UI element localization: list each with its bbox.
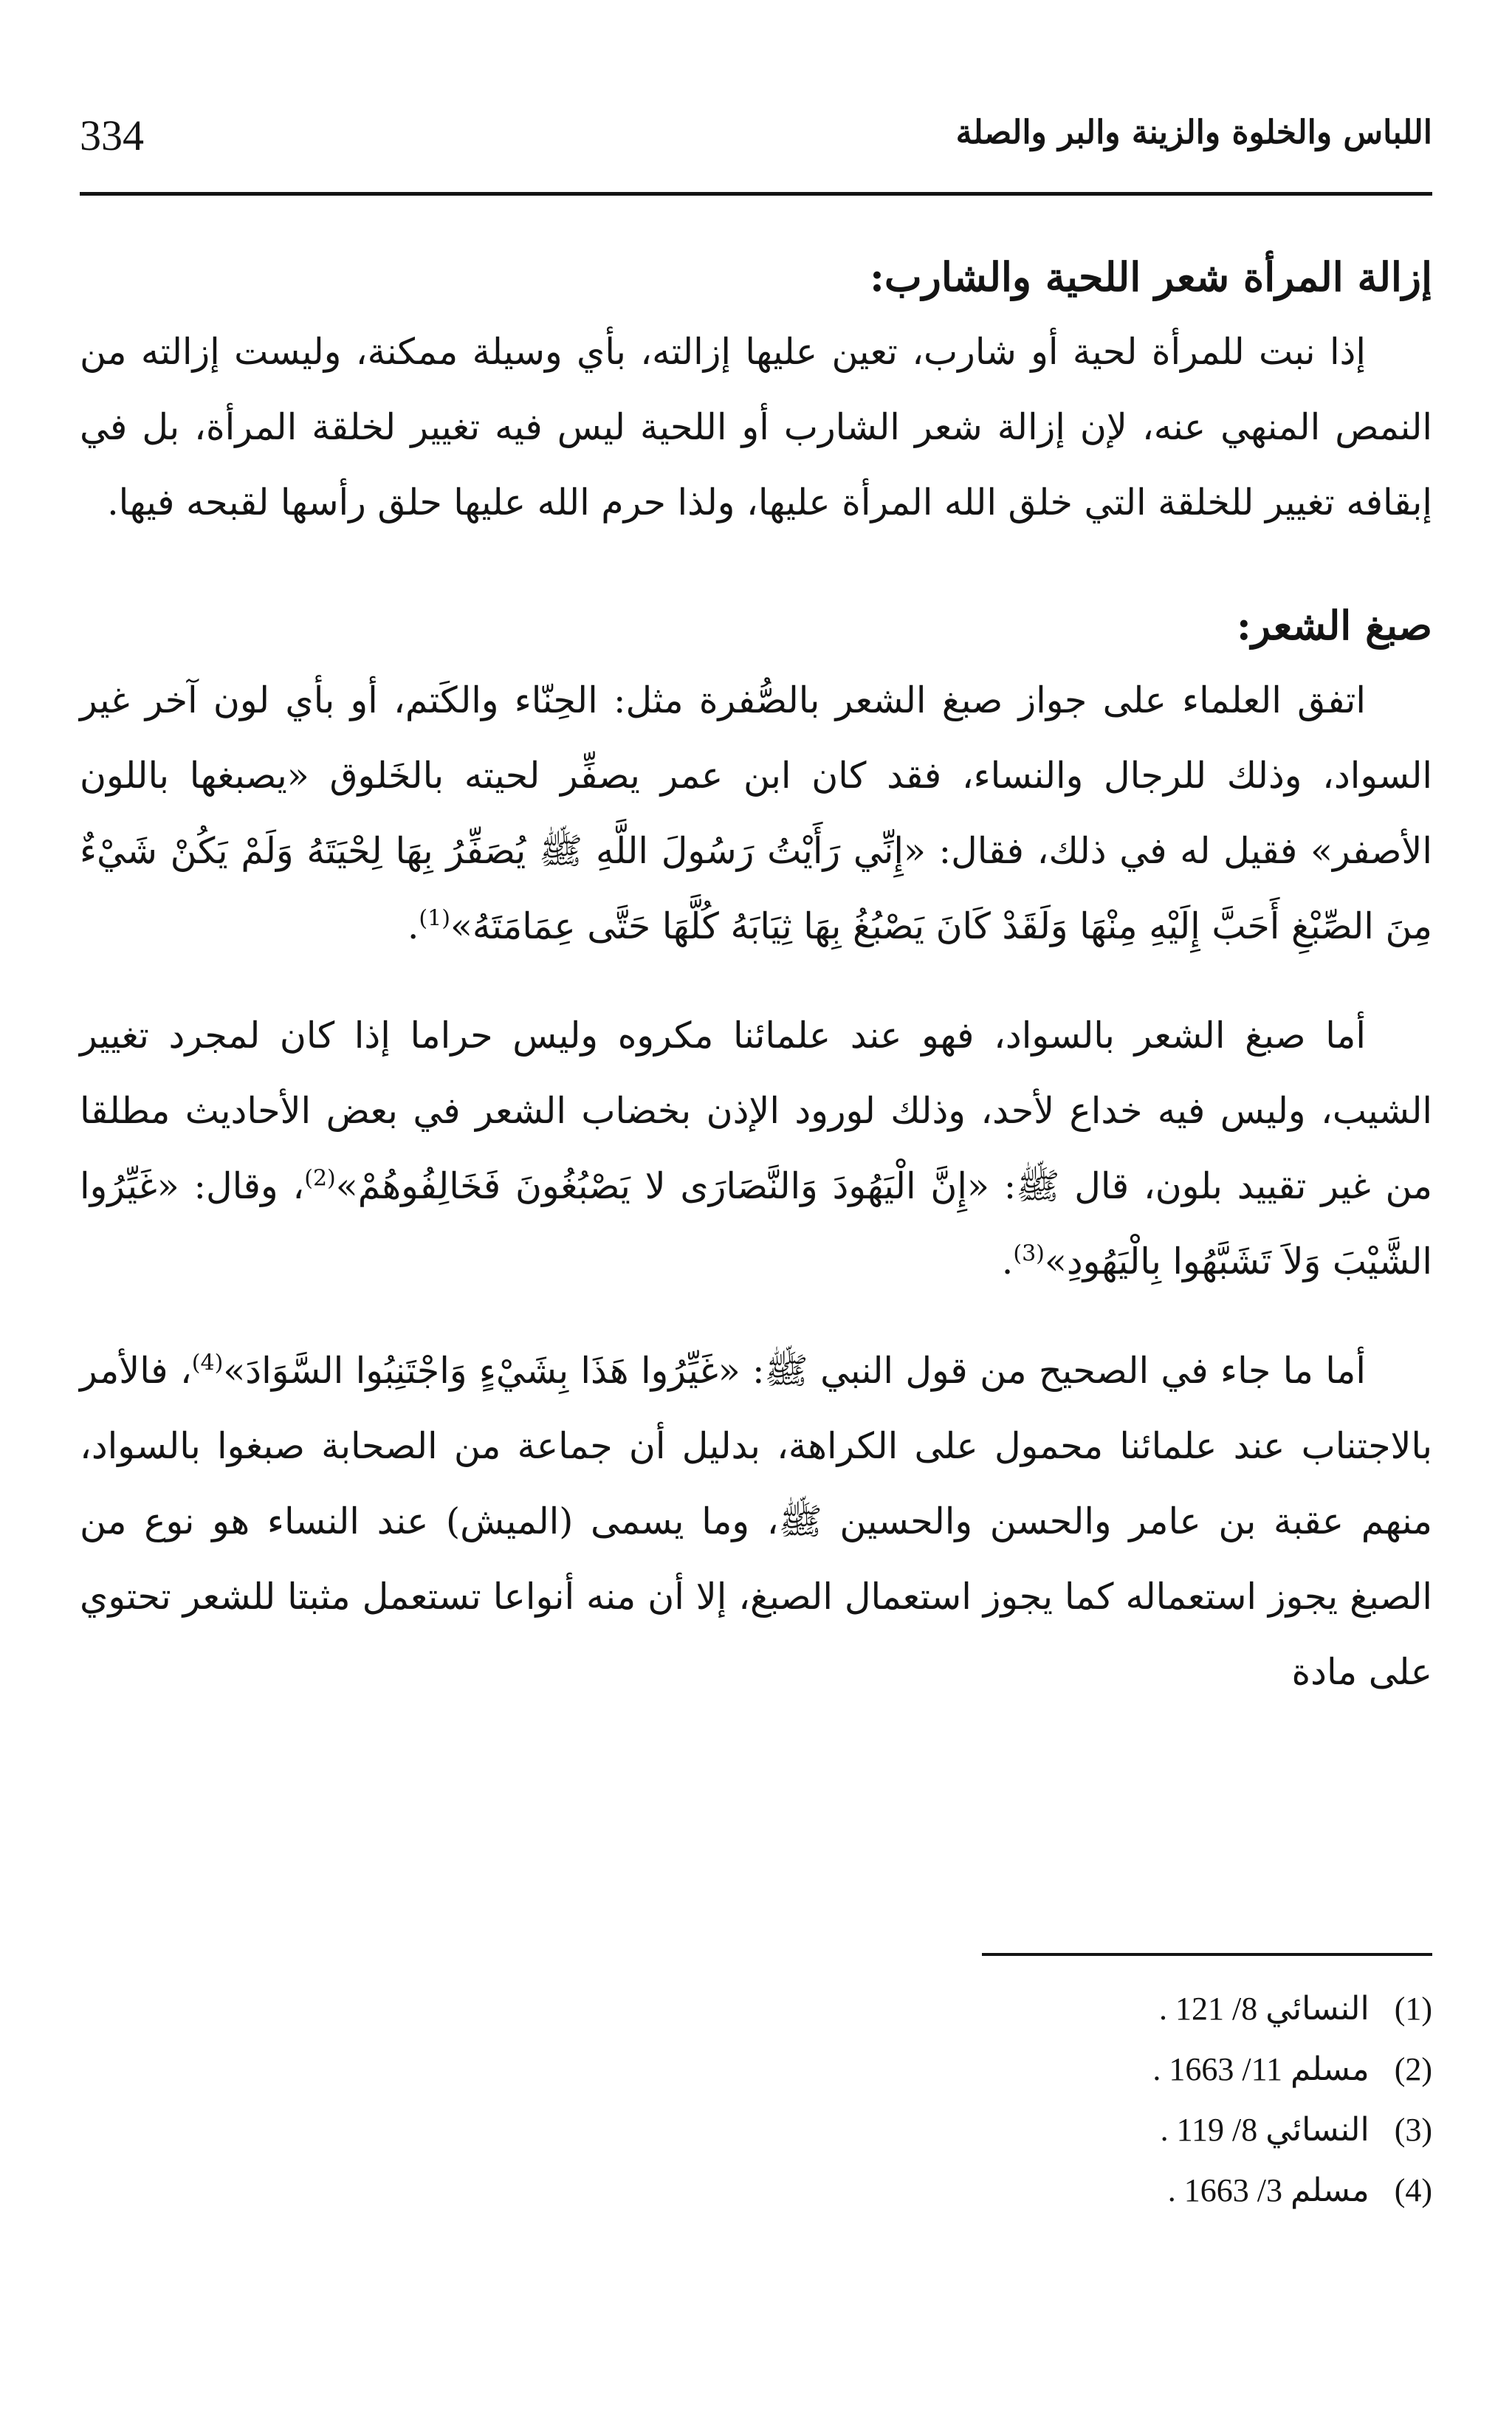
footnote-item [1152,1979,1432,2039]
paragraph-text: اتفق العلماء على جواز صبغ الشعر بالصُّفرة مثل: الحِنّاء والكَتم، أو بأي لون آخر غير السواد، وذلك للرجال والنساء، فقد كان ابن عمر يصفِّر لحيته بالخَلوق «يصبغها باللون الأصفر» فقيل له في ذلك، فقال: «إِنِّي رَأَيْتُ رَسُولَ اللَّهِ ﷺ يُصَفِّرُ بِهَا لِحْيَتَهُ وَلَمْ يَكُنْ شَيْءٌ مِنَ الصِّبْغِ أَحَبَّ إِلَيْهِ مِنْهَا وَلَقَدْ كَانَ يَصْبُغُ بِهَا ثِيَابَهُ كُلَّهَا حَتَّى عِمَامَتَهُ» [80,679,1432,947]
section-spacer [80,540,1432,592]
footnote-item [1152,2160,1432,2221]
paragraph-text: إذا نبت للمرأة لحية أو شارب، تعين عليها إزالته، بأي وسيلة ممكنة، وليست إزالته من النمص المنهي عنه، لإن إزالة شعر الشارب أو اللحية ليس فيه تغيير لخلقة المرأة، بل في إبقافه تغيير للخلقة التي خلق الله المرأة عليها، ولذا حرم الله عليها حلق رأسها لقبحه فيها. [80,331,1432,523]
running-title: اللباس والخلوة والزينة والبر والصلة [955,114,1432,151]
section-heading-hair-removal: إزالة المرأة شعر اللحية والشارب: [870,253,1432,301]
paragraph-avoid-black [80,1333,1432,1710]
paragraph-hair-removal [80,315,1432,540]
footnote-number: (4) [1394,2172,1432,2208]
paragraph-text-end: . [1001,1240,1014,1283]
page-number: 334 [80,111,144,159]
header-divider [80,192,1432,196]
paragraph-text-middle: ، وقال: «غَيِّرُوا الشَّيْبَ وَلاَ تَشَبَّهُوا بِالْيَهُودِ» [80,1165,1432,1283]
paragraph-spacer [80,1300,1432,1329]
footnote-number: (1) [1394,1991,1432,2027]
footnote-text: النسائي 8/ 121 . [1158,1991,1370,2027]
footnote-divider [982,1953,1432,1956]
footnote-marker: (3) [1013,1240,1045,1267]
page-header [80,111,1432,179]
paragraph-text: أما صبغ الشعر بالسواد، فهو عند علمائنا مكروه وليس حراما إذا كان لمجرد تغيير الشيب، وليس فيه خداع لأحد، وذلك لورود الإذن بخضاب الشعر في بعض الأحاديث مطلقا من غير تقييد بلون، قال ﷺ: «إِنَّ الْيَهُودَ وَالنَّصَارَى لا يَصْبُغُونَ فَخَالِفُوهُمْ» [80,1015,1433,1207]
footnote-item [1152,2039,1432,2100]
footnote-marker: (2) [304,1165,336,1192]
section-heading-hair-dye: صبغ الشعر: [1236,602,1432,649]
footnote-marker: (1) [419,905,450,932]
footnotes [1152,1979,1432,2221]
footnote-text: النسائي 8/ 119 . [1160,2112,1370,2148]
footnote-number: (2) [1394,2051,1432,2087]
paragraph-spacer [80,964,1432,994]
footnote-item [1152,2100,1432,2160]
paragraph-dye-agreement [80,663,1432,964]
paragraph-text: أما ما جاء في الصحيح من قول النبي ﷺ: «غَيِّرُوا هَذَا بِشَيْءٍ وَاجْتَنِبُوا السَّوَادَ» [223,1350,1366,1392]
footnote-text: مسلم 11/ 1663 . [1152,2051,1370,2087]
paragraph-text-end: ، فالأمر بالاجتناب عند علمائنا محمول على الكراهة، بدليل أن جماعة من الصحابة صبغوا بالسواد، منهم عقبة بن عامر والحسن والحسين ﷺ، وما يسمى (الميش) عند النساء هو نوع من الصبغ يجوز استعماله كما يجوز استعمال الصبغ، إلا أن منه أنواعا تستعمل مثبتا للشعر تحتوي على مادة [80,1350,1432,1693]
paragraph-text-end: . [407,905,419,947]
paragraph-black-dye [80,998,1432,1300]
footnote-marker: (4) [191,1350,224,1376]
main-text [80,244,1432,1710]
footnote-text: مسلم 3/ 1663 . [1167,2172,1370,2208]
footnote-number: (3) [1394,2112,1432,2148]
